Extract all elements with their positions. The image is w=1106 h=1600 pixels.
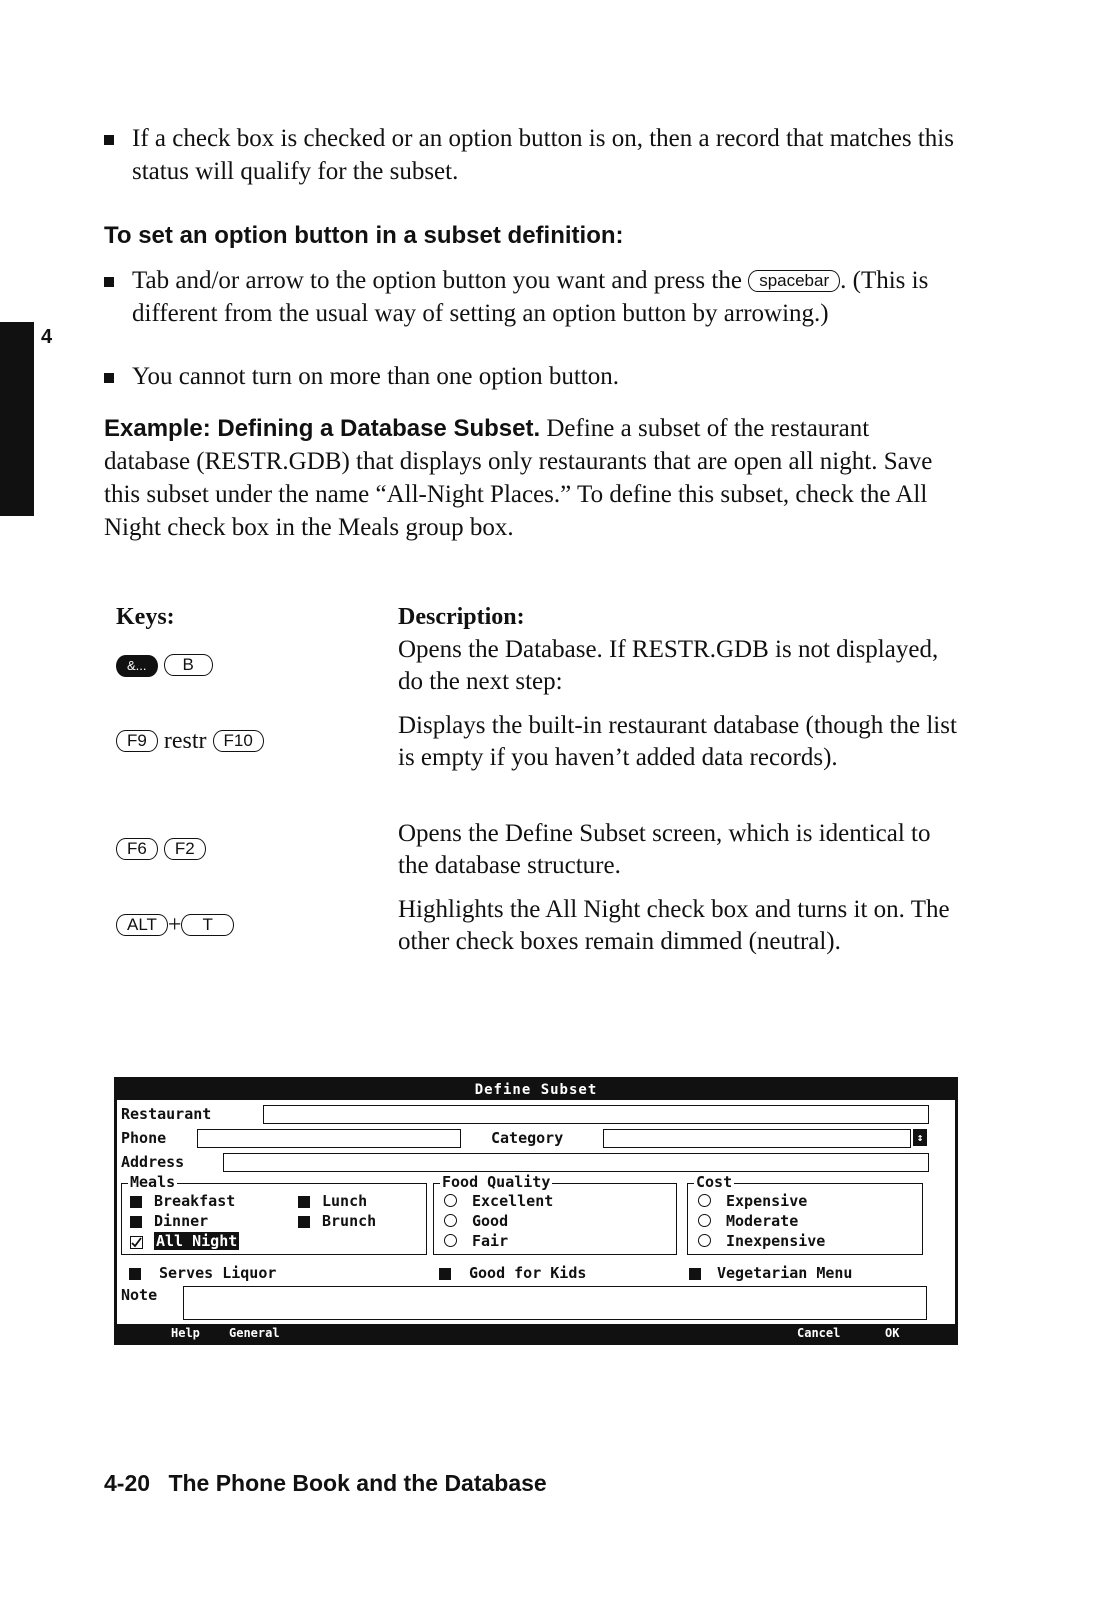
- brunch-label: Brunch: [322, 1212, 377, 1230]
- keys-row-3: [116, 834, 206, 864]
- dinner-label: Dinner: [154, 1212, 209, 1230]
- good-for-kids-label: Good for Kids: [469, 1264, 587, 1282]
- cost-group-box: [687, 1173, 923, 1255]
- category-field[interactable]: [603, 1129, 911, 1148]
- option-bullet-1-before: Tab and/or arrow to the option button you want and press the: [132, 267, 742, 294]
- meals-group-title: Meals: [130, 1173, 176, 1191]
- breakfast-label: Breakfast: [154, 1192, 236, 1210]
- option-bullet-1: [104, 264, 964, 330]
- breakfast-checkbox[interactable]: [130, 1196, 142, 1208]
- address-label: Address: [121, 1153, 185, 1171]
- restaurant-field[interactable]: [263, 1105, 929, 1124]
- phone-field[interactable]: [197, 1129, 461, 1148]
- bullet-square-icon: [104, 135, 114, 145]
- page-footer: [104, 1470, 547, 1497]
- option-bullet-2-text: You cannot turn on more than one option button.: [132, 363, 619, 390]
- screen-status-bar: [117, 1324, 955, 1342]
- description-row-1: Opens the Database. If RESTR.GDB is not displayed, do the next step:: [398, 636, 939, 695]
- ok-softkey[interactable]: OK: [885, 1326, 900, 1340]
- description-row-4: Highlights the All Night check box and turns it on. The other check boxes remain dimmed (neutral).: [398, 896, 950, 955]
- note-label: Note: [121, 1286, 158, 1304]
- lunch-checkbox[interactable]: [298, 1196, 310, 1208]
- keys-row-4: [116, 910, 234, 940]
- serves-liquor-label: Serves Liquor: [159, 1264, 277, 1282]
- category-label: Category: [491, 1129, 564, 1147]
- dinner-checkbox[interactable]: [130, 1216, 142, 1228]
- fair-label: Fair: [472, 1232, 509, 1250]
- excellent-radio[interactable]: [444, 1194, 457, 1207]
- keys-row-2: [116, 726, 264, 756]
- screen-title: Define Subset: [117, 1080, 955, 1100]
- example-title: Example: Defining a Database Subset.: [104, 415, 541, 442]
- section-heading: To set an option button in a subset definition:: [104, 222, 624, 249]
- bullet-square-icon: [104, 373, 114, 383]
- key-cap: ALT: [116, 914, 168, 936]
- food-quality-group-box: [433, 1173, 677, 1255]
- option-bullet-2: [104, 360, 964, 393]
- option-bullet-1-after: . (This is different from the usual way of setting an option button by arrowing.): [132, 267, 929, 327]
- chapter-tab-marker: [0, 322, 34, 516]
- example-body: Define a subset of the restaurant database (RESTR.GDB) that displays only restaurants that are open all night. Save this subset under the name “All-Night Places.” To define this subset, check the All Night check box in the Meals group box.: [104, 415, 933, 541]
- intro-bullet-text: If a check box is checked or an option button is on, then a record that matches this status will qualify for the subset.: [132, 125, 954, 185]
- expensive-label: Expensive: [726, 1192, 808, 1210]
- cancel-softkey[interactable]: Cancel: [797, 1326, 841, 1340]
- fair-radio[interactable]: [444, 1234, 457, 1247]
- help-softkey[interactable]: Help: [171, 1326, 200, 1340]
- restaurant-label: Restaurant: [121, 1105, 212, 1123]
- key-cap: T: [181, 914, 233, 936]
- all-night-label: All Night: [156, 1232, 238, 1250]
- keys-column-header: Keys:: [116, 604, 175, 630]
- example-paragraph: [104, 412, 934, 544]
- description-row-2: Displays the built-in restaurant database (though the list is empty if you haven’t added data records).: [398, 712, 957, 771]
- spacebar-key: spacebar: [748, 270, 840, 292]
- food-quality-group-title: Food Quality: [442, 1173, 551, 1191]
- phone-label: Phone: [121, 1129, 167, 1147]
- key-cap: F6: [116, 838, 158, 860]
- good-radio[interactable]: [444, 1214, 457, 1227]
- description-column-header: Description:: [398, 604, 525, 630]
- page-number: 4-20: [104, 1470, 151, 1496]
- key-cap: F9: [116, 730, 158, 752]
- inexpensive-label: Inexpensive: [726, 1232, 826, 1250]
- key-cap: F10: [213, 730, 264, 752]
- address-field[interactable]: [223, 1153, 929, 1172]
- note-field[interactable]: [183, 1286, 927, 1320]
- description-row-3: Opens the Define Subset screen, which is identical to the database structure.: [398, 820, 931, 879]
- bullet-square-icon: [104, 277, 114, 287]
- key-typed-text: restr: [163, 728, 207, 754]
- meals-group-box: [121, 1173, 427, 1255]
- option-bullet-1-text: [132, 264, 964, 330]
- good-for-kids-checkbox[interactable]: [439, 1268, 451, 1280]
- moderate-label: Moderate: [726, 1212, 799, 1230]
- serves-liquor-checkbox[interactable]: [129, 1268, 141, 1280]
- key-cap: &...: [116, 655, 158, 677]
- intro-bullet: [104, 122, 964, 188]
- footer-title: The Phone Book and the Database: [168, 1470, 547, 1496]
- keys-row-1: [116, 650, 213, 680]
- moderate-radio[interactable]: [698, 1214, 711, 1227]
- lunch-label: Lunch: [322, 1192, 368, 1210]
- define-subset-screen: [114, 1077, 958, 1345]
- key-cap: F2: [164, 838, 206, 860]
- good-label: Good: [472, 1212, 509, 1230]
- category-scroll-icon[interactable]: ↕: [913, 1129, 927, 1146]
- all-night-checkbox[interactable]: [130, 1236, 143, 1249]
- excellent-label: Excellent: [472, 1192, 554, 1210]
- cost-group-title: Cost: [696, 1173, 733, 1191]
- expensive-radio[interactable]: [698, 1194, 711, 1207]
- inexpensive-radio[interactable]: [698, 1234, 711, 1247]
- brunch-checkbox[interactable]: [298, 1216, 310, 1228]
- key-plus: +: [167, 912, 182, 938]
- general-softkey[interactable]: General: [229, 1326, 280, 1340]
- vegetarian-menu-label: Vegetarian Menu: [717, 1264, 853, 1282]
- key-cap: B: [164, 654, 213, 676]
- vegetarian-menu-checkbox[interactable]: [689, 1268, 701, 1280]
- chapter-tab-number: 4: [41, 326, 53, 348]
